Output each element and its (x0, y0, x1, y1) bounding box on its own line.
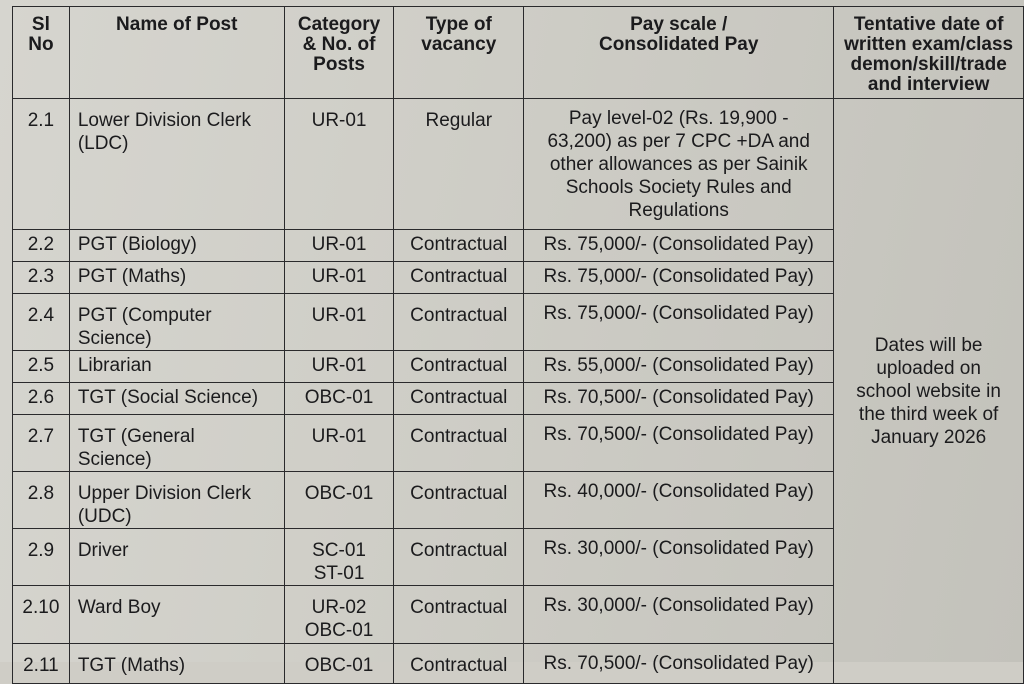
row-category: UR-01 (284, 262, 394, 294)
header-sl-no: Sl No (13, 7, 70, 99)
row-pay: Rs. 70,500/- (Consolidated Pay) (524, 644, 834, 684)
row-category: OBC-01 (284, 472, 394, 529)
row-sl: 2.1 (13, 99, 70, 230)
row-pay: Rs. 30,000/- (Consolidated Pay) (524, 529, 834, 586)
row-post-name: PGT (Computer Science) (69, 294, 284, 351)
row-post-name: Driver (69, 529, 284, 586)
row-sl: 2.11 (13, 644, 70, 684)
row-sl: 2.3 (13, 262, 70, 294)
header-type-of-vacancy: Type of vacancy (394, 7, 524, 99)
row-post-name: Librarian (69, 351, 284, 383)
row-type: Regular (394, 99, 524, 230)
row-type: Contractual (394, 230, 524, 262)
row-pay: Pay level-02 (Rs. 19,900 - 63,200) as per 7 CPC +DA and other allowances as per Sainik Schools Society Rules and Regulations (524, 99, 834, 230)
row-category: UR-01 (284, 230, 394, 262)
row-type: Contractual (394, 351, 524, 383)
dates-note-cell: Dates will be uploaded on school website in the third week of January 2026 (834, 99, 1024, 684)
row-pay: Rs. 70,500/- (Consolidated Pay) (524, 383, 834, 415)
row-category: OBC-01 (284, 383, 394, 415)
header-name-of-post: Name of Post (69, 7, 284, 99)
row-category: UR-01 (284, 415, 394, 472)
row-sl: 2.10 (13, 586, 70, 644)
header-pay-scale: Pay scale / Consolidated Pay (524, 7, 834, 99)
row-post-name: TGT (Maths) (69, 644, 284, 684)
row-type: Contractual (394, 586, 524, 644)
row-type: Contractual (394, 529, 524, 586)
table-row (13, 99, 1024, 230)
row-post-name: PGT (Biology) (69, 230, 284, 262)
row-category: SC-01 ST-01 (284, 529, 394, 586)
row-sl: 2.7 (13, 415, 70, 472)
row-post-name: TGT (Social Science) (69, 383, 284, 415)
row-category: UR-01 (284, 99, 394, 230)
table-header-row (13, 7, 1024, 99)
row-type: Contractual (394, 383, 524, 415)
vacancy-table (12, 6, 1024, 684)
row-sl: 2.5 (13, 351, 70, 383)
row-post-name: Lower Division Clerk (LDC) (69, 99, 284, 230)
row-pay: Rs. 40,000/- (Consolidated Pay) (524, 472, 834, 529)
row-post-name: TGT (General Science) (69, 415, 284, 472)
row-type: Contractual (394, 644, 524, 684)
row-type: Contractual (394, 415, 524, 472)
header-tentative-date: Tentative date of written exam/class demon/skill/trade and interview (834, 7, 1024, 99)
row-pay: Rs. 75,000/- (Consolidated Pay) (524, 294, 834, 351)
row-category: UR-01 (284, 351, 394, 383)
row-pay: Rs. 70,500/- (Consolidated Pay) (524, 415, 834, 472)
row-pay: Rs. 55,000/- (Consolidated Pay) (524, 351, 834, 383)
row-sl: 2.9 (13, 529, 70, 586)
row-sl: 2.8 (13, 472, 70, 529)
row-post-name: Ward Boy (69, 586, 284, 644)
row-sl: 2.6 (13, 383, 70, 415)
row-sl: 2.2 (13, 230, 70, 262)
row-type: Contractual (394, 262, 524, 294)
row-sl: 2.4 (13, 294, 70, 351)
row-pay: Rs. 30,000/- (Consolidated Pay) (524, 586, 834, 644)
row-type: Contractual (394, 294, 524, 351)
row-category: UR-01 (284, 294, 394, 351)
header-category: Category & No. of Posts (284, 7, 394, 99)
row-pay: Rs. 75,000/- (Consolidated Pay) (524, 230, 834, 262)
row-type: Contractual (394, 472, 524, 529)
row-category: UR-02 OBC-01 (284, 586, 394, 644)
row-category: OBC-01 (284, 644, 394, 684)
row-pay: Rs. 75,000/- (Consolidated Pay) (524, 262, 834, 294)
row-post-name: Upper Division Clerk (UDC) (69, 472, 284, 529)
row-post-name: PGT (Maths) (69, 262, 284, 294)
